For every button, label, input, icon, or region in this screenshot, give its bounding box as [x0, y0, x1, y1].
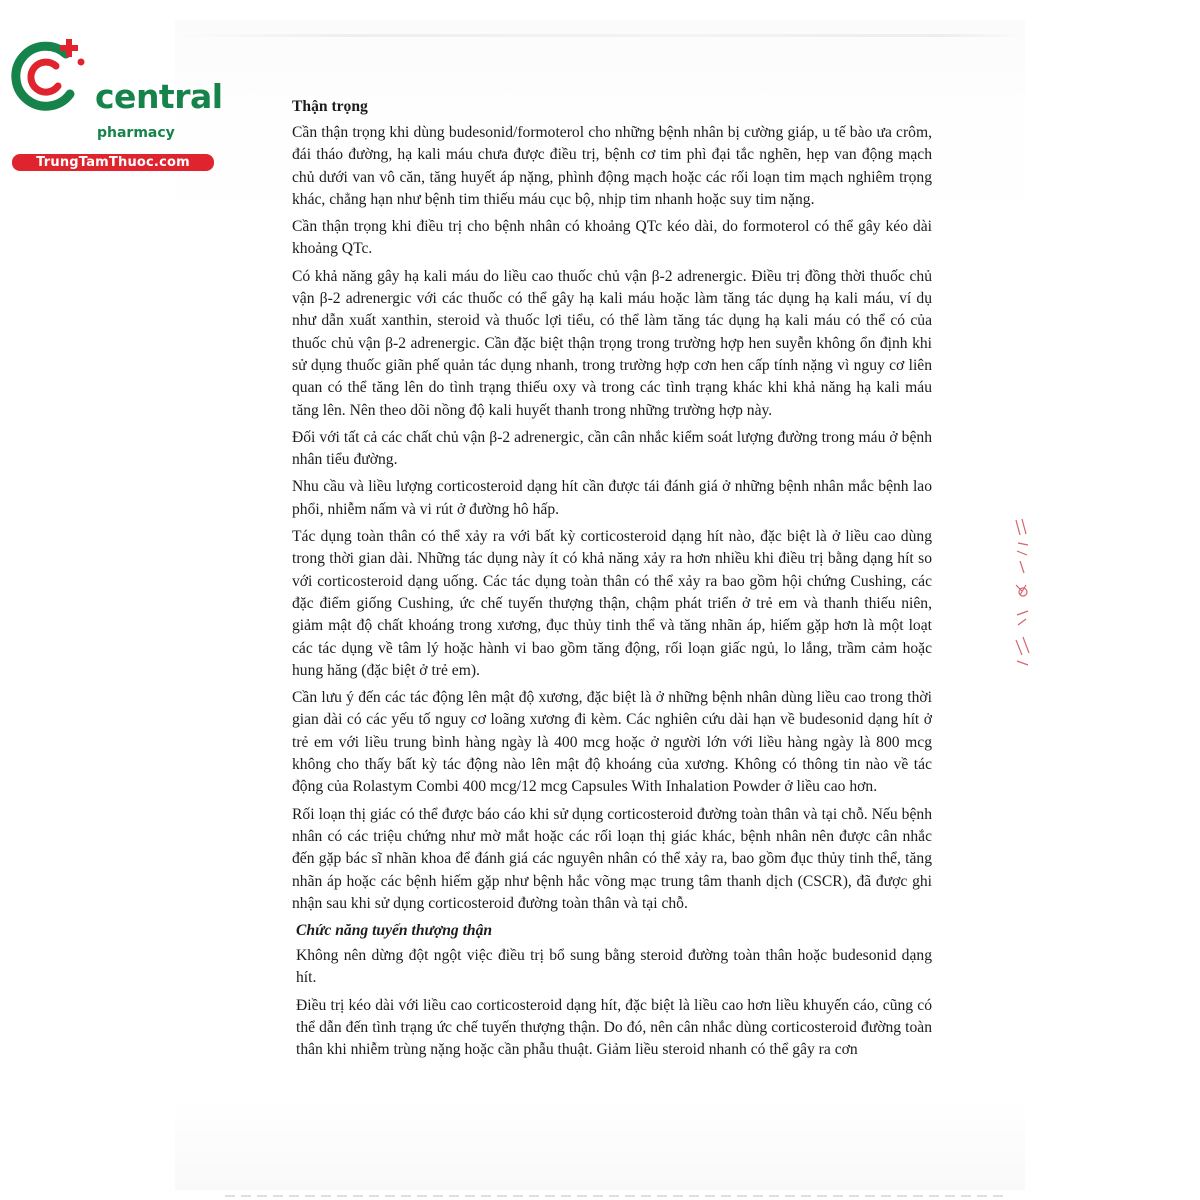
logo-c-plus-icon: [8, 36, 98, 116]
section-heading: Thận trọng: [292, 98, 368, 115]
logo-website-banner: TrungTamThuoc.com: [12, 154, 214, 171]
paragraph-1: Cần thận trọng khi dùng budesonid/formoterol cho những bệnh nhân bị cường giáp, u tế bào ưa crôm, đái tháo đường, hạ kali máu chưa được điều trị, bệnh cơ tim phì đại tắc nghẽn, hẹp van động mạch chủ dưới van vô căn, tăng huyết áp nặng, phình động mạch hoặc các rối loạn tim mạch nghiêm trọng khác, chẳng hạn như bệnh tim thiếu máu cục bộ, nhịp tim nhanh hoặc suy tim nặng.: [292, 124, 932, 208]
logo-subtitle: pharmacy: [97, 125, 175, 141]
paragraph-3: Có khả năng gây hạ kali máu do liều cao thuốc chủ vận β-2 adrenergic. Điều trị đồng thời thuốc chủ vận β-2 adrenergic với các thuốc có thể gây hạ kali máu hoặc làm tăng tác dụng hạ kali máu, ví dụ như dẫn xuất xanthin, steroid và thuốc lợi tiểu, có thể làm tăng tác dụng hạ kali máu có thể có của thuốc chủ vận β-2 adrenergic. Cần đặc biệt thận trọng trong trường hợp hen suyễn không ổn định khi sử dụng thuốc giãn phế quản tác dụng nhanh, trong trường hợp cơn hen cấp tính nặng vì nguy cơ liên quan có thể tăng lên do tình trạng thiếu oxy và trong các tình trạng khác khi khả năng hạ kali máu tăng lên. Nên theo dõi nồng độ kali huyết thanh trong những trường hợp này.: [292, 267, 932, 419]
subsection-paragraph-2: Điều trị kéo dài với liều cao corticosteroid dạng hít, đặc biệt là liều cao hơn liều khuyến cáo, cũng có thể dẫn đến tình trạng ức chế tuyến thượng thận. Do đó, nên cân nhắc dùng corticosteroid đường toàn thân khi nhiễm trùng nặng hoặc cần phẫu thuật. Giảm liều steroid nhanh có thể gây ra cơn: [296, 996, 932, 1059]
paragraph-8: Rối loạn thị giác có thể được báo cáo khi sử dụng corticosteroid đường toàn thân và tại chỗ. Nếu bệnh nhân có các triệu chứng như mờ mắt hoặc các rối loạn thị giác khác, bệnh nhân nên được cân nhắc đến gặp bác sĩ nhãn khoa để đánh giá các nguyên nhân có thể xảy ra, bao gồm đục thủy tinh thể, tăng nhãn áp hoặc các bệnh hiếm gặp như bệnh hắc võng mạc trung tâm thanh dịch (CSCR), đã được ghi nhận sau khi sử dụng corticosteroid đường toàn thân và tại chỗ.: [292, 805, 932, 912]
paragraph-6: Tác dụng toàn thân có thể xảy ra với bất kỳ corticosteroid dạng hít nào, đặc biệt là ở liều cao dùng trong thời gian dài. Những tác dụng này ít có khả năng xảy ra hơn nhiều khi điều trị bằng dạng hít so với corticosteroid dạng uống. Các tác dụng toàn thân có thể xảy ra bao gồm hội chứng Cushing, các đặc điểm giống Cushing, ức chế tuyến thượng thận, chậm phát triển ở trẻ em và thanh thiếu niên, giảm mật độ chất khoáng trong xương, đục thủy tinh thể và tăng nhãn áp, hiếm gặp hơn là một loạt các tác dụng về tâm lý hoặc hành vi bao gồm tăng động, rối loạn giấc ngủ, lo lắng, trầm cảm hoặc hung hăng (đặc biệt ở trẻ em).: [292, 528, 932, 679]
paragraph-2: Cần thận trọng khi điều trị cho bệnh nhân có khoảng QTc kéo dài, do formoterol có thể gây kéo dài khoảng QTc.: [292, 218, 932, 258]
central-pharmacy-logo: [8, 36, 223, 170]
subsection-heading: Chức năng tuyến thượng thận: [296, 922, 493, 940]
paragraph-7: Cần lưu ý đến các tác động lên mật độ xương, đặc biệt là ở những bệnh nhân dùng liều cao trong thời gian dài có các yếu tố nguy cơ loãng xương đi kèm. Các nghiên cứu dài hạn về budesonid dạng hít ở trẻ em với liều trung bình hàng ngày là 400 mcg hoặc ở người lớn với liều hàng ngày là 800 mcg không cho thấy bất kỳ tác động nào lên mật độ khoáng của xương. Không có thông tin nào về tác động của Rolastym Combi 400 mcg/12 mcg Capsules With Inhalation Powder ở liều cao hơn.: [292, 689, 932, 796]
paragraph-5: Nhu cầu và liều lượng corticosteroid dạng hít cần được tái đánh giá ở những bệnh nhân mắc bệnh lao phổi, nhiễm nấm và vi rút ở đường hô hấp.: [292, 478, 932, 518]
paragraph-4: Đối với tất cả các chất chủ vận β-2 adrenergic, cần cân nhắc kiểm soát lượng đường trong máu ở bệnh nhân tiểu đường.: [292, 428, 932, 469]
margin-stamp-mark: [1008, 515, 1038, 675]
subsection-paragraph-1: Không nên dừng đột ngột việc điều trị bổ sung bằng steroid đường toàn thân hoặc budesonid dạng hít.: [296, 947, 932, 987]
scan-artifact-top: [178, 34, 1023, 37]
scan-artifact-bottom: [225, 1195, 1005, 1197]
document-body: [292, 96, 932, 1067]
logo-brand-name: central: [95, 77, 223, 116]
